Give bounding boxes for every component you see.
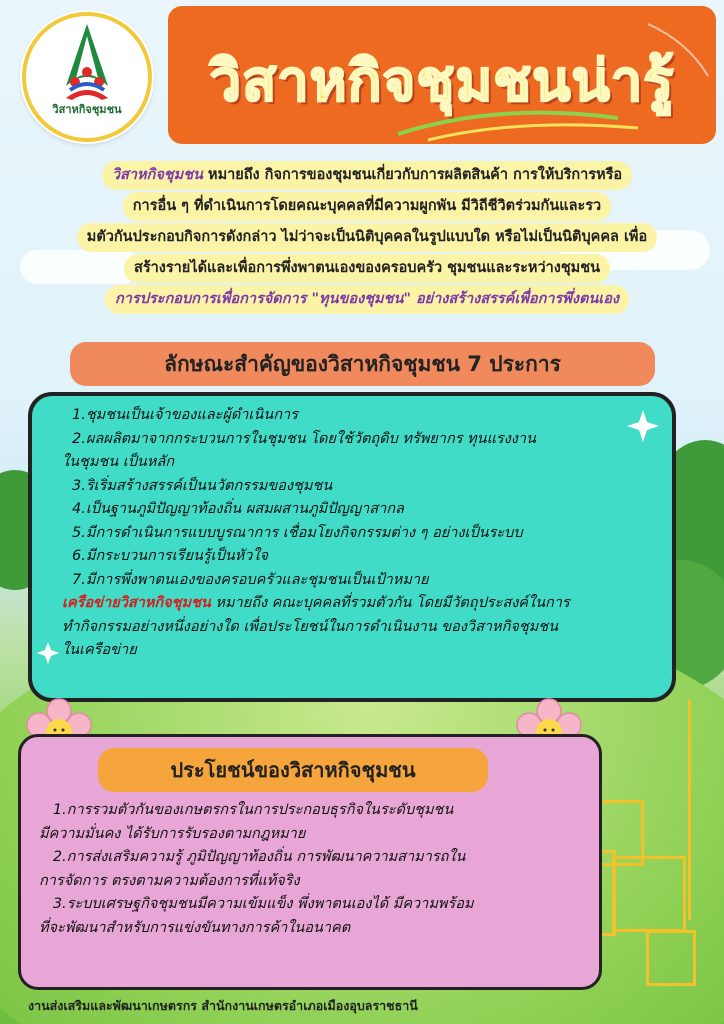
list-item: 1.การรวมตัวกันของเกษตรกรในการประกอบธุรกิจในระดับชุมชน: [39, 802, 454, 818]
list-item: 2.ผลผลิตมาจากกระบวนการในชุมชน โดยใช้วัตถุดิบ ทรัพยากร ทุนแรงงาน: [72, 430, 536, 447]
intro-line: [42, 253, 692, 284]
list-item: 4.เป็นฐานภูมิปัญญาท้องถิ่น ผสมผสานภูมิปัญญาสากล: [72, 501, 404, 517]
footer-credit: งานส่งเสริมและพัฒนาเกษตรกร สำนักงานเกษตรอำเภอเมืองอุบลราชธานี: [28, 998, 418, 1013]
intro-line-1: [102, 161, 632, 190]
community-enterprise-logo: [22, 12, 152, 142]
intro-line: [42, 191, 692, 222]
decorative-frame: [646, 930, 696, 986]
network-text: หมายถึง คณะบุคคลที่รวมตัวกัน โดยมีวัตถุประสงค์ในการ: [210, 595, 570, 611]
logo-caption: วิสาหกิจชุมชน: [52, 103, 122, 116]
list-item-continuation: ในชุมชน เป็นหลัก: [62, 454, 175, 470]
benefits-list: [39, 799, 579, 940]
intro-definition: [42, 160, 692, 315]
list-item: 3.ริเริ่มสร้างสรรค์เป็นนวัตกรรมของชุมชน: [72, 477, 333, 494]
list-item: 3.ระบบเศรษฐกิจชุมชนมีความเข้มแข็ง พึ่งพาตนเองได้ มีความพร้อม: [39, 896, 474, 912]
list-item: 6.มีกระบวนการเรียนรู้เป็นหัวใจ: [72, 548, 269, 564]
logo-emblem-icon: [26, 16, 148, 138]
intro-line-3: มตัวกันประกอบกิจการดังกล่าว ไม่ว่าจะเป็นนิติบุคคลในรูปแบบใด หรือไม่เป็นนิติบุคคล เพื่อ: [77, 223, 657, 252]
decorative-frame: [688, 700, 691, 920]
intro-term: วิสาหกิจชุมชน: [111, 167, 203, 183]
list-item: การจัดการ ตรงตามความต้องการที่แท้จริง: [39, 872, 300, 889]
intro-text: หมายถึง กิจการของชุมชนเกี่ยวกับการผลิตสินค้า การให้บริการหรือ: [202, 167, 623, 183]
benefits-heading: ประโยชน์ของวิสาหกิจชุมชน: [98, 748, 488, 792]
intro-line-4: สร้างรายได้และเพื่อการพึ่งพาตนเองของครอบครัว ชุมชนและระหว่างชุมชน: [124, 254, 610, 283]
decorative-frame: [612, 856, 686, 932]
list-item: 5.มีการดำเนินการแบบบูรณาการ เชื่อมโยงกิจกรรมต่าง ๆ อย่างเป็นระบบ: [72, 524, 523, 541]
network-definition: [62, 592, 652, 616]
list-item: มีความมั่นคง ได้รับการรับรองตามกฎหมาย: [39, 825, 306, 842]
intro-line-5: การประกอบการเพื่อการจัดการ "ทุนของชุมชน" อย่างสร้างสรรค์เพื่อการพึ่งตนเอง: [105, 285, 629, 314]
characteristics-list: [62, 404, 652, 663]
intro-line-2: การอื่น ๆ ที่ดำเนินการโดยคณะบุคคลที่มีความผูกพัน มีวิถีชีวิตร่วมกันและรว: [123, 192, 611, 221]
network-term: เครือข่ายวิสาหกิจชุมชน: [62, 595, 211, 611]
characteristics-box: [28, 392, 676, 702]
title-banner: [168, 6, 716, 144]
list-item: ที่จะพัฒนาสำหรับการแข่งขันทางการค้าในอนาคต: [39, 919, 351, 936]
list-item: 1.ชุมชนเป็นเจ้าของและผู้ดำเนินการ: [72, 407, 298, 423]
list-item: 7.มีการพึ่งพาตนเองของครอบครัวและชุมชนเป็นเป้าหมาย: [72, 571, 429, 588]
network-continuation: ในเครือข่าย: [62, 642, 137, 658]
page-title: วิสาหกิจชุมชนน่ารู้: [209, 49, 675, 114]
characteristics-heading: ลักษณะสำคัญของวิสาหกิจชุมชน 7 ประการ: [70, 342, 655, 386]
network-continuation: ทำกิจกรรมอย่างหนึ่งอย่างใด เพื่อประโยชน์ในการดำเนินงาน ของวิสาหกิจชุมชน: [62, 618, 559, 635]
intro-line: [42, 284, 692, 315]
intro-line: [42, 222, 692, 253]
list-item: 2.การส่งเสริมความรู้ ภูมิปัญญาท้องถิ่น การพัฒนาความสามารถใน: [39, 849, 466, 865]
intro-line: [42, 160, 692, 191]
